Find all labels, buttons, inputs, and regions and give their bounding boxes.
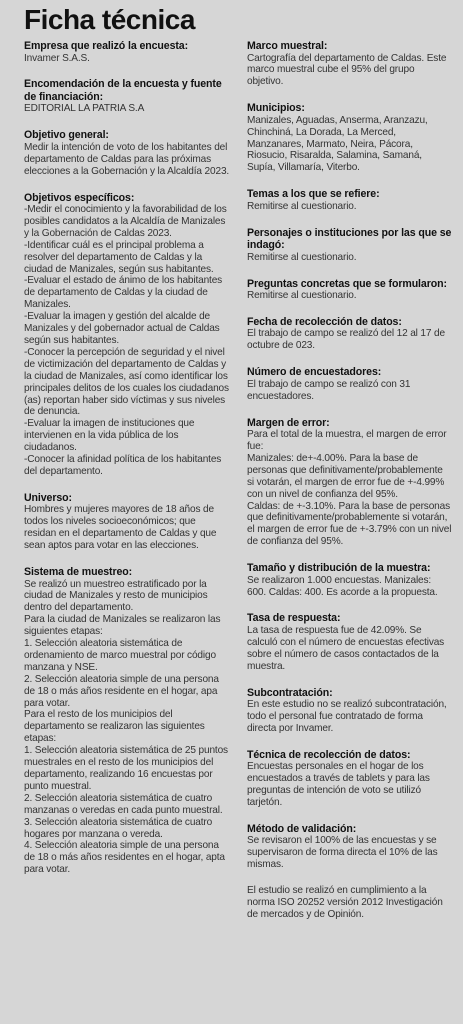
section-tamano-muestra bbox=[247, 562, 452, 598]
section-body: El estudio se realizó en cumplimiento a la norma ISO 20252 versión 2012 Investigación de mercados y de Opinión. bbox=[247, 885, 443, 920]
section-margen-error bbox=[247, 417, 452, 549]
section-body: Remitirse al cuestionario. bbox=[247, 290, 357, 302]
left-column bbox=[24, 40, 230, 890]
section-body: EDITORIAL LA PATRIA S.A bbox=[24, 103, 145, 115]
section-body: Para el total de la muestra, el margen de error fue: Manizales: de+-4.00%. Para la base de personas que definitivamente/probablemente si votarán, el margen de error fue de +-4.99% con un nivel de confianza del 95%. Caldas: de +-3.10%. Para la base de personas que definitivamente/probablemente si votarán, el margen de error fue de +-3.79% con un nivel de confianza del 95%. bbox=[247, 429, 452, 548]
section-heading: Técnica de recolección de datos: bbox=[247, 748, 411, 761]
section-body: Se revisaron el 100% de las encuestas y se supervisaron de forma directa el 10% de las mismas. bbox=[247, 835, 438, 871]
section-encomendacion bbox=[24, 78, 230, 115]
section-heading: Tamaño y distribución de la muestra: bbox=[247, 562, 431, 575]
section-body: Cartografía del departamento de Caldas. Este marco muestral cube el 95% del grupo objetivo. bbox=[247, 52, 447, 88]
section-universo bbox=[24, 492, 230, 552]
section-body: Encuestas personales en el hogar de los encuestados a través de tablets y para las preguntas de intención de voto se utilizó tarjetón. bbox=[247, 761, 430, 809]
section-heading: Sistema de muestreo: bbox=[24, 566, 133, 578]
section-heading: Personajes o instituciones por las que se indagó: bbox=[247, 226, 452, 252]
section-body: Se realizaron 1.000 encuestas. Manizales: 600. Caldas: 400. Es acorde a la propuesta. bbox=[247, 574, 438, 598]
section-heading: Margen de error: bbox=[247, 416, 330, 429]
section-heading: Preguntas concretas que se formularon: bbox=[247, 277, 447, 290]
section-preguntas bbox=[247, 278, 452, 302]
section-norma-iso bbox=[247, 885, 452, 921]
section-heading: Fecha de recolección de datos: bbox=[247, 315, 402, 328]
section-heading: Temas a los que se refiere: bbox=[247, 188, 380, 201]
section-sistema-muestreo bbox=[24, 566, 230, 876]
section-objetivos-especificos bbox=[24, 192, 230, 478]
section-heading: Subcontratación: bbox=[247, 686, 333, 699]
section-heading: Objetivos específicos: bbox=[24, 191, 135, 204]
section-heading: Empresa que realizó la encuesta: bbox=[24, 40, 189, 52]
section-encuestadores bbox=[247, 366, 452, 402]
section-heading: Municipios: bbox=[247, 102, 305, 115]
section-heading: Tasa de respuesta: bbox=[247, 612, 341, 625]
section-body: Invamer S.A.S. bbox=[24, 52, 90, 64]
page-title: Ficha técnica bbox=[24, 4, 195, 35]
right-column bbox=[247, 40, 452, 935]
section-objetivo-general bbox=[24, 129, 230, 177]
section-tecnica bbox=[247, 749, 452, 809]
section-validacion bbox=[247, 823, 452, 871]
section-heading: Encomendación de la encuesta y fuente de financiación: bbox=[24, 78, 222, 103]
section-subcontratacion bbox=[247, 687, 452, 735]
section-personajes bbox=[247, 227, 452, 264]
section-temas bbox=[247, 188, 452, 212]
section-body: El trabajo de campo se realizó del 12 al 17 de octubre de 023. bbox=[247, 328, 445, 352]
section-body: -Medir el conocimiento y la favorabilidad de los posibles candidatos a la Alcaldía de Manizales y la Gobernación de Caldas 2023. -Identificar cuál es el principal problema a resolver del departamento de Caldas y la ciudad de Manizales, según sus habitantes. -Evaluar el estado de ánimo de los habitantes de departamento de Caldas y la ciudad de Manizales. -Evaluar la imagen y gestión del alcalde de Manizales y del gobernador actual de Caldas según sus habitantes. -Conocer la percepción de seguridad y el nivel de victimización del departamento de Caldas y la ciudad de Manizales, así como identificar los principales delitos de los cuales los ciudadanos (as) reportan haber sido víctimas y sus niveles de denuncia. -Evaluar la imagen de instituciones que intervienen en la vida pública de los ciudadanos. -Conocer la afinidad política de los habitantes del departamento. bbox=[24, 204, 229, 477]
section-tasa-respuesta bbox=[247, 612, 452, 672]
section-body: Remitirse al cuestionario. bbox=[247, 251, 357, 263]
section-fecha bbox=[247, 316, 452, 352]
section-marco-muestral bbox=[247, 40, 452, 88]
section-heading: Marco muestral: bbox=[247, 40, 328, 52]
section-municipios bbox=[247, 102, 452, 174]
section-heading: Número de encuestadores: bbox=[247, 366, 382, 379]
section-body: En este estudio no se realizó subcontratación, todo el personal fue contratado de forma directa por Invamer. bbox=[247, 699, 447, 734]
section-heading: Método de validación: bbox=[247, 822, 357, 835]
section-body: Se realizó un muestreo estratificado por la ciudad de Manizales y resto de municipios dentro del departamento. Para la ciudad de Manizales se realizaron las siguientes etapas: 1. Selección aleatoria sistemática de ordenamiento de marco muestral por código manzana y NSE. 2. Selección aleatoria simple de una persona de 18 o más años residente en el hogar, apa para votar. Para el resto de los municipios del departamento se realizaron las siguientes etapas: 1. Selección aleatoria sistemática de 25 puntos muestrales en el resto de los municipios del departamento, realizando 16 encuestas por punto muestral. 2. Selección aleatoria sistemática de cuatro manzanas o veredas en cada punto muestral. 3. Selección aleatoria sistemática de cuatro hogares por manzana o vereda. 4. Selección aleatoria simple de una persona de 18 o más años residentes en el hogar, apta para votar. bbox=[24, 578, 228, 876]
section-body: El trabajo de campo se realizó con 31 encuestadores. bbox=[247, 378, 411, 402]
section-heading: Objetivo general: bbox=[24, 129, 109, 142]
section-heading: Universo: bbox=[24, 491, 72, 504]
section-body: Remitirse al cuestionario. bbox=[247, 200, 357, 212]
section-body: Hombres y mujeres mayores de 18 años de todos los niveles socioeconómicos; que residan en el departamento de Caldas y que sean aptos para votar en las elecciones. bbox=[24, 504, 217, 552]
section-body: Manizales, Aguadas, Anserma, Aranzazu, Chinchiná, La Dorada, La Merced, Manzanares, Marmato, Neira, Pácora, Riosucio, Risaralda, Salamina, Samaná, Supía, Villamaría, Viterbo. bbox=[247, 114, 428, 174]
section-body: Medir la intención de voto de los habitantes del departamento de Caldas para las próximas elecciones a la Gobernación y la Alcaldía 2023. bbox=[24, 141, 230, 177]
section-body: La tasa de respuesta fue de 42.09%. Se calculó con el número de encuestas efectivas sobre el número de casos contactados de la muestra. bbox=[247, 624, 445, 672]
section-empresa bbox=[24, 40, 230, 64]
